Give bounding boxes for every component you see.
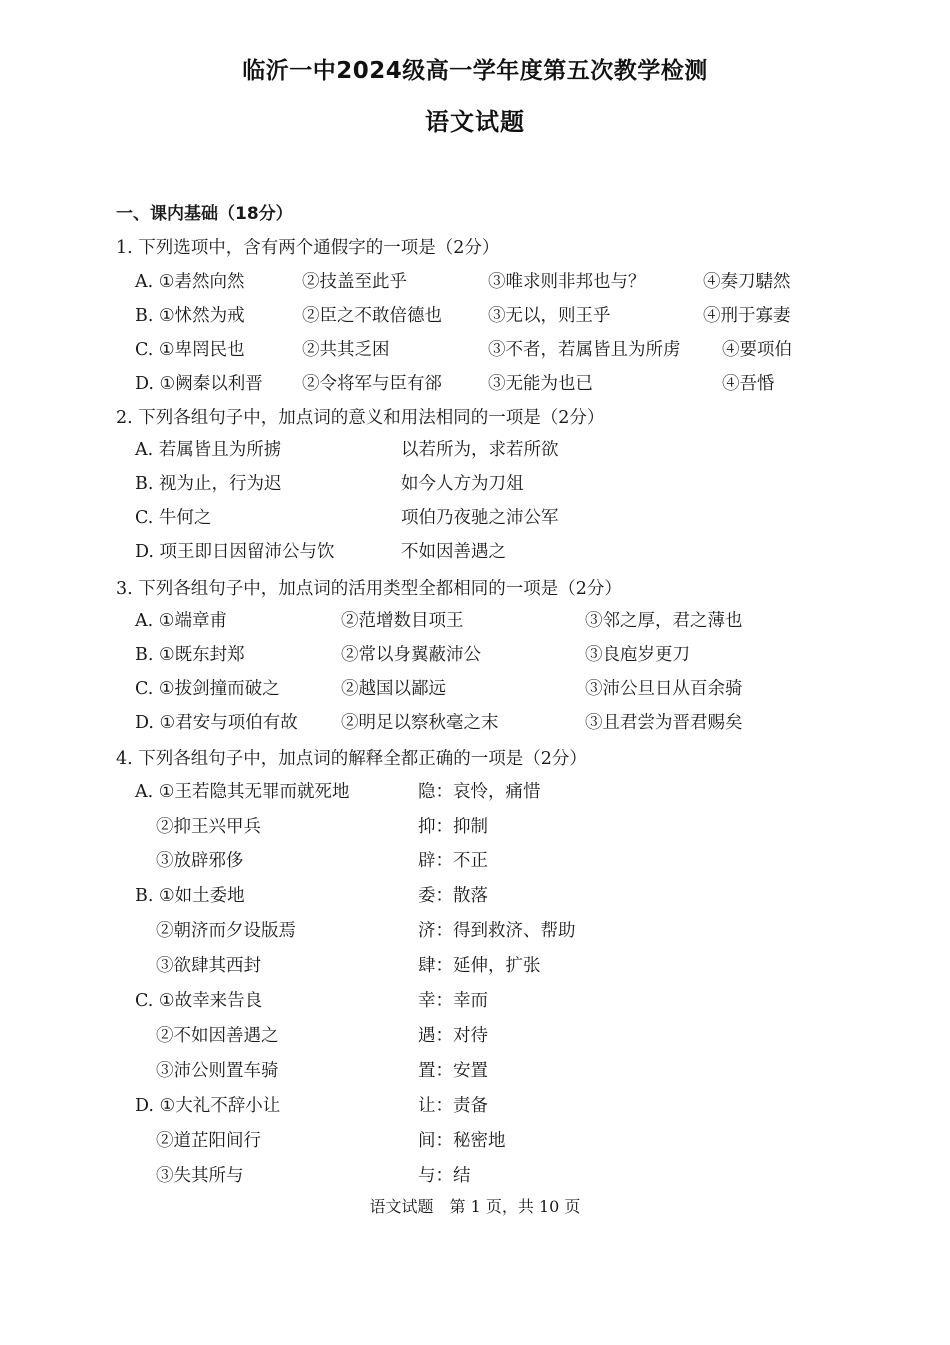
q2-option-c-1: C. 牛何之 — [135, 508, 212, 528]
q4-row-6-sentence: ③欲肆其西封 — [156, 956, 261, 976]
q1-option-a-4: ④奏刀騞然 — [703, 272, 791, 292]
q4-row-4-sentence: B. ①如土委地 — [135, 886, 245, 906]
q3-option-b-1: B. ①既东封郑 — [135, 645, 245, 665]
question-4-stem: 4. 下列各组句子中，加点词的解释全都正确的一项是（2分） — [116, 749, 587, 769]
q4-row-8-gloss: 遇：对待 — [418, 1026, 488, 1046]
q1-option-b-3: ③无以，则王乎 — [488, 306, 611, 326]
q1-option-c-3: ③不者，若属皆且为所虏 — [488, 340, 681, 360]
q4-row-5-sentence: ②朝济而夕设版焉 — [156, 921, 296, 941]
q2-option-c-2: 项伯乃夜驰之沛公军 — [401, 508, 559, 528]
q4-row-3-sentence: ③放辟邪侈 — [156, 851, 244, 871]
q4-row-9-sentence: ③沛公则置车骑 — [156, 1061, 279, 1081]
page-title: 临沂一中2024级高一学年度第五次教学检测 — [242, 58, 708, 84]
q4-row-9-gloss: 置：安置 — [418, 1061, 488, 1081]
q1-option-b-2: ②臣之不敢倍德也 — [302, 306, 442, 326]
q4-row-7-sentence: C. ①故幸来告良 — [135, 991, 263, 1011]
q1-option-a-1: A. ①砉然向然 — [135, 272, 245, 292]
q3-option-b-3: ③良庖岁更刀 — [585, 645, 690, 665]
q4-row-6-gloss: 肆：延伸，扩张 — [418, 956, 541, 976]
q4-row-4-gloss: 委：散落 — [418, 886, 488, 906]
q4-row-12-sentence: ③失其所与 — [156, 1166, 244, 1186]
q2-option-b-2: 如今人方为刀俎 — [401, 474, 524, 494]
q3-option-c-1: C. ①拔剑撞而破之 — [135, 679, 280, 699]
q2-option-a-2: 以若所为，求若所欲 — [401, 440, 559, 460]
q3-option-c-3: ③沛公旦日从百余骑 — [585, 679, 743, 699]
q2-option-b-1: B. 视为止，行为迟 — [135, 474, 282, 494]
q4-row-7-gloss: 幸：幸而 — [418, 991, 488, 1011]
question-3-stem: 3. 下列各组句子中，加点词的活用类型全都相同的一项是（2分） — [116, 579, 622, 599]
q1-option-c-4: ④要项伯 — [722, 340, 792, 360]
page-footer: 语文试题 第 1 页，共 10 页 — [369, 1197, 581, 1216]
q3-option-d-1: D. ①君安与项伯有故 — [135, 713, 298, 733]
q4-row-11-sentence: ②道芷阳间行 — [156, 1131, 261, 1151]
section-heading: 一、课内基础（18分） — [116, 204, 293, 224]
q2-option-a-1: A. 若属皆且为所掳 — [135, 440, 282, 460]
q4-row-12-gloss: 与：结 — [418, 1166, 471, 1186]
q1-option-b-1: B. ①怵然为戒 — [135, 306, 245, 326]
question-1-stem: 1. 下列选项中，含有两个通假字的一项是（2分） — [116, 238, 500, 258]
q3-option-a-1: A. ①端章甫 — [135, 611, 227, 631]
q4-row-11-gloss: 间：秘密地 — [418, 1131, 506, 1151]
q2-option-d-2: 不如因善遇之 — [401, 542, 506, 562]
q3-option-a-3: ③邻之厚，君之薄也 — [585, 611, 743, 631]
q4-row-8-sentence: ②不如因善遇之 — [156, 1026, 279, 1046]
q3-option-b-2: ②常以身翼蔽沛公 — [341, 645, 481, 665]
question-2-stem: 2. 下列各组句子中，加点词的意义和用法相同的一项是（2分） — [116, 408, 605, 428]
q4-row-2-gloss: 抑：抑制 — [418, 817, 488, 837]
q4-row-10-gloss: 让：责备 — [418, 1096, 488, 1116]
q1-option-d-4: ④吾惛 — [722, 374, 775, 394]
q1-option-a-2: ②技盖至此乎 — [302, 272, 407, 292]
q1-option-d-2: ②令将军与臣有郤 — [302, 374, 442, 394]
q2-option-d-1: D. 项王即日因留沛公与饮 — [135, 542, 335, 562]
q3-option-c-2: ②越国以鄙远 — [341, 679, 446, 699]
page-subtitle: 语文试题 — [425, 108, 525, 136]
q4-row-10-sentence: D. ①大礼不辞小让 — [135, 1096, 281, 1116]
q1-option-a-3: ③唯求则非邦也与？ — [488, 272, 646, 292]
q4-row-1-gloss: 隐：哀怜，痛惜 — [418, 782, 541, 802]
q4-row-2-sentence: ②抑王兴甲兵 — [156, 817, 261, 837]
q1-option-b-4: ④刑于寡妻 — [703, 306, 791, 326]
q3-option-d-2: ②明足以察秋毫之末 — [341, 713, 499, 733]
q4-row-5-gloss: 济：得到救济、帮助 — [418, 921, 576, 941]
q4-row-1-sentence: A. ①王若隐其无罪而就死地 — [135, 782, 350, 802]
q1-option-c-1: C. ①卑罔民也 — [135, 340, 245, 360]
q4-row-3-gloss: 辟：不正 — [418, 851, 488, 871]
q1-option-d-1: D. ①阙秦以利晋 — [135, 374, 263, 394]
q1-option-d-3: ③无能为也已 — [488, 374, 593, 394]
q1-option-c-2: ②共其乏困 — [302, 340, 390, 360]
q3-option-d-3: ③且君尝为晋君赐矣 — [585, 713, 743, 733]
q3-option-a-2: ②范增数目项王 — [341, 611, 464, 631]
